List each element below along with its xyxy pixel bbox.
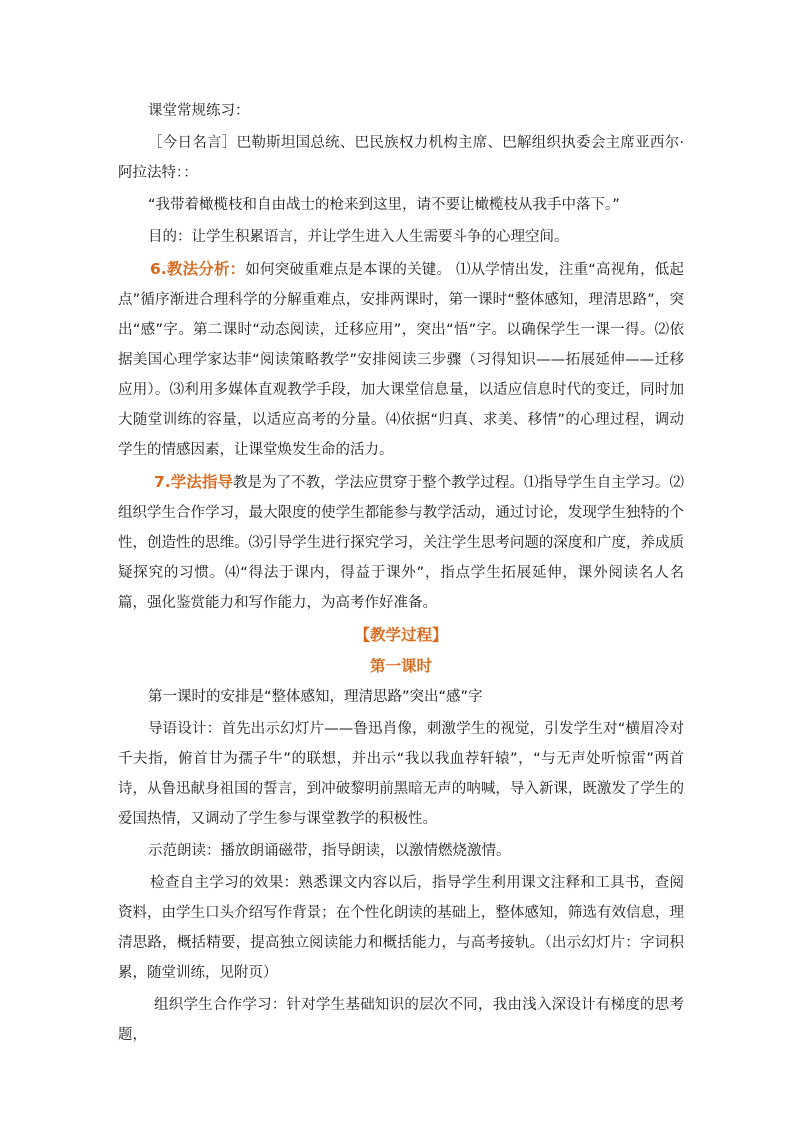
- section-learning-guidance: [118, 467, 684, 618]
- paragraph-self-study-check: 检查自主学习的效果：熟悉课文内容以后，指导学生利用课文注释和工具书，查阅资料，由学生口头介绍写作背景；在个性化朗读的基础上，整体感知，筛选有效信息，理清思路，概括精要，提高独立阅读能力和概括能力，与高考接轨。（出示幻灯片：字词积累，随堂训练，见附页）: [118, 875, 684, 981]
- section-body-teaching-method: 如何突破重难点是本课的关键。 ⑴从学情出发，注重“高视角，低起点”循序渐进合理科学的分解重难点，安排两课时，第一课时“整体感知，理清思路”，突出“感”字。第二课时“动态阅读，迁移应用”，突出“悟”字。以确保学生一课一得。⑵依据美国心理学家达菲“阅读策略教学”安排阅读三步骤（习得知识——拓展延伸——迁移应用）。⑶利用多媒体直观教学手段，加大课堂信息量，以适应信息时代的变迁，同时加大随堂训练的容量，以适应高考的分量。⑷依据“归真、求美、移情”的心理过程，调动学生的情感因素，让课堂焕发生命的活力。: [118, 262, 684, 458]
- title-teaching-process: 【教学过程】: [354, 626, 448, 644]
- document-body: [118, 96, 684, 1052]
- paragraph-lesson-arrangement: 第一课时的安排是“整体感知，理清思路”突出“感”字: [148, 689, 483, 705]
- section-heading-learning-guidance: 7.学法指导: [154, 473, 233, 491]
- paragraph-quote-text: “我带着橄榄枝和自由战士的枪来到这里，请不要让橄榄枝从我手中落下。”: [148, 197, 620, 213]
- paragraph-intro-design: 导语设计：首先出示幻灯片——鲁迅肖像，刺激学生的视觉，引发学生对“横眉冷对千夫指，俯首甘为孺子牛”的联想，并出示“我以我血荐轩辕”，“与无声处听惊雷”两首诗，从鲁迅献身祖国的誓言，到冲破黎明前黑暗无声的呐喊，导入新课，既激发了学生的爱国热情，又调动了学生参与课堂教学的积极性。: [118, 721, 684, 827]
- section-body-learning-guidance: 教是为了不教，学法应贯穿于整个教学过程。⑴指导学生自主学习。⑵组织学生合作学习，最大限度的使学生都能参与教学活动，通过讨论，发现学生独特的个性，创造性的思维。⑶引导学生进行探究学习，关注学生思考问题的深度和广度，养成质疑探究的习惯。⑷“得法于课内，得益于课外”，指点学生拓展延伸，课外阅读名人名篇，强化鉴赏能力和写作能力，为高考作好准备。: [118, 475, 684, 611]
- paragraph-model-reading: 示范朗读：播放朗诵磁带，指导朗读，以激情燃烧激情。: [148, 843, 511, 859]
- paragraph-daily-quote: ［今日名言］巴勒斯坦国总统、巴民族权力机构主席、巴解组织执委会主席亚西尔·阿拉法特：：: [118, 135, 684, 181]
- section-teaching-method: [118, 254, 684, 465]
- title-first-lesson: 第一课时: [369, 657, 432, 675]
- paragraph-purpose: 目的：让学生积累语言，并让学生进入人生需要斗争的心理空间。: [148, 229, 569, 245]
- paragraph-class-routine: 课堂常规练习：: [148, 103, 250, 119]
- section-heading-teaching-method: 6.教法分析：: [150, 260, 246, 278]
- paragraph-cooperative-learning: 组织学生合作学习：针对学生基础知识的层次不同，我由浅入深设计有梯度的思考题，: [118, 997, 684, 1043]
